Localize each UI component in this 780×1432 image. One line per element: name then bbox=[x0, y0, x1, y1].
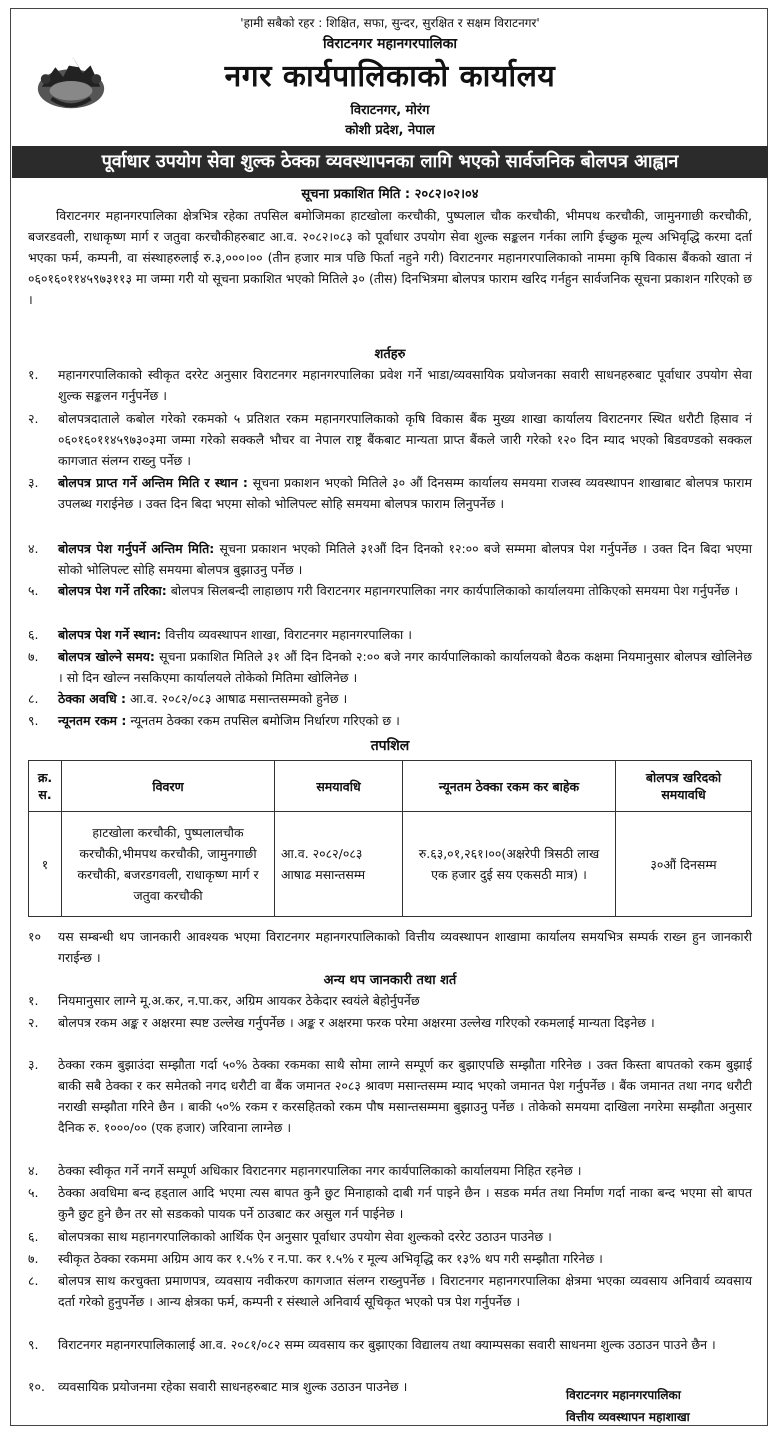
column-header: विवरण bbox=[62, 761, 275, 812]
slogan: 'हामी सबैको रहर : शिक्षित, सफा, सुन्दर, सुरक्षित र सक्षम विराटनगर' bbox=[240, 16, 540, 30]
other-condition-item bbox=[28, 1376, 548, 1397]
other-condition-text: ठेक्का स्वीकृत गर्ने नगर्ने सम्पूर्ण अधिकार विराटनगर महानगरपालिका नगर कार्यपालिकाको कार्यालयमा निहित रहनेछ । bbox=[58, 1163, 582, 1178]
publication-date: सूचना प्रकाशित मिति : २०८२।०२।०४ bbox=[301, 187, 479, 202]
condition-number: ७. bbox=[28, 649, 39, 664]
other-condition-item bbox=[28, 1226, 752, 1247]
condition-text: सूचना प्रकाशन भएको मितिले ३० औं दिनसम्म कार्यालय समयमा राजस्व व्यवस्थापन शाखाबाट बोलपत्र फाराम उपलब्ध गराईनेछ । उक्त दिन बिदा भएमा सोको भोलिपल्ट सोहि समयमा बोलपत्र फाराम लिनुपर्नेछ । bbox=[58, 475, 752, 511]
other-condition-item bbox=[28, 1182, 752, 1224]
table-cell: हाटखोला करचौकी, पुष्पलालचौक करचौकी,भीमपथ करचौकी, जामुनगाछी करचौकी, बजरडगवली, राधाकृष्ण मार्ग र जतुवा करचौकी bbox=[62, 812, 275, 917]
schedule-table bbox=[28, 760, 752, 917]
other-condition-text: ठेक्का अवधिमा बन्द हड्ताल आदि भएमा त्यस बापत कुनै छुट मिनाहाको दाबी गर्न पाइने छैन । सडक मर्मत तथा निर्माण गर्दा नाका बन्द भएमा सो बापत कुनै छुट हुने छैन तर सो सडकको पायक पर्ने ठाउबाट कर असुल गर्न पाईनेछ । bbox=[58, 1185, 752, 1221]
condition-number: ५. bbox=[28, 583, 39, 598]
condition-item bbox=[28, 364, 752, 406]
other-condition-item bbox=[28, 1334, 752, 1355]
condition-number: ६. bbox=[28, 627, 39, 642]
signature-org: विराटनगर महानगरपालिका bbox=[566, 1388, 681, 1402]
condition-item bbox=[28, 624, 752, 645]
other-condition-text: ठेक्का रकम बुझाउंदा सम्झौता गर्दा ५०% ठेक्का रकमका साथै सोमा लाग्ने सम्पूर्ण कर बुझाएपछि सम्झौता गरिनेछ । उक्त किस्ता बापतको रकम बुझाई बाकी सबै ठेक्का र कर समेतको नगद धरौटी वा बैंक जमानत २०८३ श्रावण मसान्तसम्म म्याद भएको जमानत पेश गर्नुपर्नेछ । बैंक जमानत तथा नगद धरौटी नराखी सम्झौता गरिने छैन । बाकी ५०% रकम र करसहितको रकम पौष मसान्तसम्ममा बुझाउनु पर्नेछ । तोकेको समयमा दाखिला नगरेमा सम्झौता अनुसार दैनिक रु. १०००/०० (एक हजार) जरिवाना लाग्नेछ । bbox=[58, 1057, 752, 1135]
condition-number: २. bbox=[28, 411, 39, 426]
condition-label: बोलपत्र खोल्ने समय: bbox=[58, 649, 155, 664]
condition-text: बोलपत्र सिलबन्दी लाहाछाप गरी विराटनगर महानगरपालिका नगर कार्यपालिकाको कार्यालयमा तोकिएको समयमा पेश गर्नुपर्नेछ । bbox=[166, 583, 739, 598]
schedule-heading: तपशिल bbox=[370, 738, 410, 754]
other-condition-item bbox=[28, 1160, 752, 1181]
other-condition-number: ६. bbox=[28, 1229, 39, 1244]
other-condition-number: १. bbox=[28, 993, 39, 1008]
condition-text: न्यूनतम ठेक्का रकम तपसिल बमोजिम निर्धारण गरिएको छ । bbox=[126, 713, 400, 728]
condition-text: महानगरपालिकाको स्वीकृत दररेट अनुसार विराटनगर महानगरपालिका प्रवेश गर्ने भाडा/व्यवसायिक प्रयोजनका सवारी साधनहरुबाट पूर्वाधार उपयोग सेवा शुल्क सङ्कलन गर्नुपर्नेछ । bbox=[58, 367, 752, 403]
column-header: न्यूनतम ठेक्का रकम कर बाहेक bbox=[403, 761, 616, 812]
other-condition-item bbox=[28, 1012, 752, 1033]
condition-item bbox=[28, 472, 752, 514]
condition-item bbox=[28, 408, 752, 471]
condition-item bbox=[28, 538, 752, 580]
note-item bbox=[28, 926, 752, 968]
column-header: क्र. स. bbox=[29, 761, 62, 812]
other-condition-text: बोलपत्र रकम अङ्क र अक्षरमा स्पष्ट उल्लेख गर्नुपर्नेछ । अङ्क र अक्षरमा फरक परेमा अक्षरमा उल्लेख गरिएको रकमलाई मान्यता दिइनेछ । bbox=[58, 1015, 655, 1030]
table-cell: रु.६३,०१,२६१।००(अक्षरेपी त्रिसठी लाख एक हजार दुई सय एकसठी मात्र) । bbox=[403, 812, 616, 917]
other-condition-number: ४. bbox=[28, 1163, 39, 1178]
other-condition-item bbox=[28, 1270, 752, 1312]
condition-text: सूचना प्रकाशित मितिले ३१ औं दिन दिनको २:०० बजे नगर कार्यपालिकाको कार्यालयको बैठक कक्षमा नियमानुसार बोलपत्र खोलिनेछ । सो दिन खोल्न नसकिएमा कार्यालयले तोकेको मितिमा खोलिनेछ । bbox=[58, 649, 752, 685]
conditions-heading: शर्तहरु bbox=[374, 347, 406, 362]
other-condition-text: बोलपत्र साथ करचुक्ता प्रमाणपत्र, व्यवसाय नवीकरण कागजात संलग्न राख्नुपर्नेछ । विराटनगर महानगरपालिका क्षेत्रमा भएका व्यवसाय अनिवार्य व्यवसाय दर्ता गरेको हुनुपर्नेछ । आन्य क्षेत्रका फर्म, कम्पनी र संस्थाले अनिवार्य सूचिकृत भएको पत्र पेश गर्नुपर्नेछ । bbox=[58, 1273, 752, 1309]
signature-department: वित्तीय व्यवस्थापन महाशाखा bbox=[566, 1410, 690, 1424]
condition-text: वित्तीय व्यवस्थापन शाखा, विराटनगर महानगरपालिका । bbox=[161, 627, 412, 642]
table-cell: १ bbox=[29, 812, 62, 917]
other-condition-number: २. bbox=[28, 1015, 39, 1030]
notice-banner: पूर्वाधार उपयोग सेवा शुल्क ठेक्का व्यवस्थापनका लागि भएको सार्वजनिक बोलपत्र आह्वान bbox=[12, 146, 768, 178]
condition-label: बोलपत्र पेश गर्ने स्थान: bbox=[58, 627, 162, 642]
condition-item bbox=[28, 646, 752, 688]
other-condition-text: बोलपत्रका साथ महानगरपालिकाको आर्थिक ऐन अनुसार पूर्वाधार उपयोग सेवा शुल्कको दररेट उठाउन पाउनेछ । bbox=[58, 1229, 552, 1244]
condition-label: न्यूनतम रकम : bbox=[58, 713, 127, 728]
condition-item bbox=[28, 688, 752, 709]
other-condition-text: स्वीकृत ठेक्का रकममा अग्रिम आय कर १.५% र न.पा. कर १.५% र मूल्य अभिवृद्धि कर १३% थप गरी सम्झौता गरिनेछ । bbox=[58, 1251, 603, 1266]
other-condition-text: विराटनगर महानगरपालिकालाई आ.व. २०८१/०८२ सम्म व्यवसाय कर बुझाएका विद्यालय तथा क्याम्पसका सवारी साधनमा शुल्क उठाउन पाउने छैन । bbox=[58, 1337, 716, 1352]
column-header: समयावधि bbox=[275, 761, 403, 812]
other-condition-item bbox=[28, 1054, 752, 1138]
other-condition-number: ८. bbox=[28, 1273, 39, 1288]
condition-number: ४. bbox=[28, 541, 39, 556]
office-province: कोशी प्रदेश, नेपाल bbox=[345, 123, 435, 138]
condition-number: ९. bbox=[28, 713, 39, 728]
condition-label: बोलपत्र प्राप्त गर्ने अन्तिम मिति र स्थान : bbox=[58, 475, 248, 490]
condition-text: सूचना प्रकाशन भएको मितिले ३१औं दिन दिनको १२:०० बजे सम्ममा बोलपत्र पेश गर्नुपर्नेछ । उक्त दिन बिदा भएमा सोको भोलिपल्ट सोहि समयमा बोलपत्र बुझाउनु पर्नेछ । bbox=[58, 541, 752, 577]
condition-number: १. bbox=[28, 367, 39, 382]
condition-text: आ.व. २०८२/०८३ आषाढ मसान्तसम्मको हुनेछ । bbox=[126, 691, 348, 706]
other-condition-number: ७. bbox=[28, 1251, 39, 1266]
table-header-row bbox=[29, 761, 752, 812]
other-condition-number: ५. bbox=[28, 1185, 39, 1200]
office-city: विराटनगर, मोरंग bbox=[350, 103, 430, 118]
condition-text: बोलपत्रदाताले कबोल गरेको रकमको ५ प्रतिशत रकम महानगरपालिकाको कृषि विकास बैंक मुख्य शाखा कार्यालय विराटनगर स्थित धरौटी हिसाव नं ०६०१६०११४५९७३०३मा जम्मा गरेको सक्कलै भौचर वा नेपाल राष्ट्र बैंकबाट मान्यता प्राप्त बैंकले जारी गरेको १२० दिन म्याद भएको बिडवण्डको सक्कल कागजात संलग्न राख्नु पर्नेछ । bbox=[58, 411, 752, 468]
condition-label: ठेक्का अवधि : bbox=[58, 691, 127, 706]
condition-item bbox=[28, 710, 752, 731]
condition-number: ३. bbox=[28, 475, 39, 490]
intro-paragraph: विराटनगर महानगरपालिका क्षेत्रभित्र रहेका तपसिल बमोजिमका हाटखोला करचौकी, पुष्पलाल चौक करचौकी, भीमपथ करचौकी, जामुनगाछी करचौकी, बजरडवली, राधाकृष्ण मार्ग र जतुवा करचौकीहरुबाट आ.व. २०८२।०८३ को पूर्वाधार उपयोग सेवा शुल्क सङ्कलन गर्नका लागि ईच्छुक मूल्य अभिवृद्धि करमा दर्ता भएका फर्म, कम्पनी, वा संस्थाहरुलाई रु.३,०००।०० (तीन हजार मात्र पछि फिर्ता नहुने गरी) विराटनगर महानगरपालिकाको नाममा कृषि विकास बैंकको खाता नं ०६०१६०११४५९७३११३ मा जम्मा गरी यो सूचना प्रकाशित भएको मितिले ३० (तीस) दिनभित्रमा बोलपत्र फाराम खरिद गर्नहुन सार्वजनिक सूचना प्रकाशन गरिएको छ । bbox=[28, 208, 752, 307]
condition-label: बोलपत्र पेश गर्ने तरिका: bbox=[58, 583, 167, 598]
other-condition-text: व्यवसायिक प्रयोजनमा रहेका सवारी साधनहरुबाट मात्र शुल्क उठाउन पाउनेछ । bbox=[58, 1379, 408, 1394]
note-text: यस सम्बन्धी थप जानकारी आवश्यक भएमा विराटनगर महानगरपालिकाको वित्तीय व्यवस्थापन शाखामा कार्यालय समयभित्र सम्पर्क राख्न हुन जानकारी गराईन्छ । bbox=[58, 929, 752, 965]
other-conditions-heading: अन्य थप जानकारी तथा शर्त bbox=[323, 973, 457, 988]
column-header: बोलपत्र खरिदको समयावधि bbox=[616, 761, 752, 812]
office-title: नगर कार्यपालिकाको कार्यालय bbox=[224, 59, 556, 94]
other-condition-number: ९. bbox=[28, 1337, 39, 1352]
table-cell: ३०औं दिनसम्म bbox=[616, 812, 752, 917]
condition-number: ८. bbox=[28, 691, 39, 706]
other-condition-item bbox=[28, 990, 752, 1011]
note-number: १० bbox=[28, 929, 42, 944]
other-condition-number: १०. bbox=[28, 1379, 45, 1394]
other-condition-text: नियमानुसार लाग्ने मू.अ.कर, न.पा.कर, अग्रिम आयकर ठेकेदार स्वयंले बेहोर्नुपर्नेछ bbox=[58, 993, 420, 1008]
other-condition-number: ३. bbox=[28, 1057, 39, 1072]
other-condition-item bbox=[28, 1248, 752, 1269]
table-row bbox=[29, 812, 752, 917]
condition-label: बोलपत्र पेश गर्नुपर्ने अन्तिम मिति: bbox=[58, 541, 215, 556]
condition-item bbox=[28, 580, 752, 601]
table-cell: आ.व. २०८२/०८३ आषाढ मसान्तसम्म bbox=[275, 812, 403, 917]
organization-name: विराटनगर महानगरपालिका bbox=[323, 36, 457, 52]
